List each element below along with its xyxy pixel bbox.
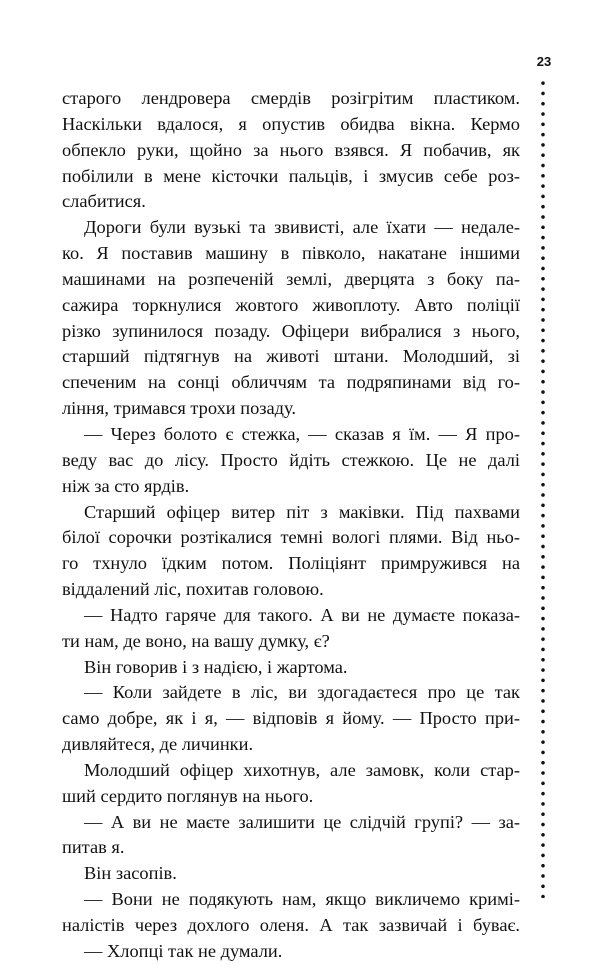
text-line: побілили в мене кісточки пальців, і змусив себе роз- — [62, 165, 520, 186]
text-line: налістів через дохлого оленя. А так зазвичай і буває. — [62, 915, 520, 935]
body-text — [62, 86, 520, 965]
text-line: ший сердито поглянув на нього. — [62, 785, 314, 806]
text-line: машинами на розпеченій землі, дверцята з боку па- — [62, 268, 520, 289]
text-line: слабитися. — [62, 191, 146, 212]
text-line: Дороги були вузькі та звивисті, але їхати — недале- — [84, 217, 520, 238]
text-line: само добре, як і я, — відповів я йому. — Просто при- — [62, 708, 520, 729]
text-line: — Надто гаряче для такого. А ви не думаєте показа- — [84, 604, 520, 625]
dotted-margin-rule — [540, 78, 546, 898]
text-line: — Хлопці так не думали. — [84, 940, 283, 961]
text-line: — Через болото є стежка, — сказав я їм. — Я про- — [84, 423, 520, 444]
text-line: Наскільки вдалося, я опустив обидва вікна. Кермо — [62, 113, 520, 134]
text-line: Він засопів. — [84, 863, 177, 884]
text-line: Він говорив і з надією, і жартома. — [84, 656, 348, 677]
text-line: питав я. — [62, 837, 125, 858]
text-line: ко. Я поставив машину в півколо, накатане іншими — [62, 243, 520, 264]
text-line: ніж за сто ярдів. — [62, 475, 190, 496]
text-line: віддалений ліс, похитав головою. — [62, 579, 324, 600]
text-line: сажира торкнулися жовтого живоплоту. Авто поліції — [62, 294, 520, 315]
text-line: спеченим на сонці обличчям та подряпинами від го- — [62, 372, 520, 393]
text-line: ти нам, де воно, на вашу думку, є? — [62, 630, 330, 651]
text-line: ління, тримався трохи позаду. — [62, 398, 296, 419]
text-line: обпекло руки, щойно за нього взявся. Я побачив, як — [62, 139, 520, 160]
text-line: дивляйтеся, де личинки. — [62, 734, 254, 755]
text-line: — А ви не маєте залишити це слідчій групі? — за- — [84, 811, 520, 832]
text-line: різко зупинилося позаду. Офіцери вибралися з нього, — [62, 320, 520, 341]
text-line: Старший офіцер витер піт з маківки. Під пахвами — [84, 501, 520, 522]
text-line: старший підтягнув на животі штани. Молодший, зі — [62, 346, 520, 367]
text-line: веду вас до лісу. Просто йдіть стежкою. Це не далі — [62, 449, 520, 470]
text-line: білої сорочки розтікалися темні вологі плями. Від ньо- — [62, 527, 520, 548]
text-line: го тхнуло їдким потом. Поліціянт примружився на — [62, 553, 520, 574]
text-line: Молодший офіцер хихотнув, але замовк, коли стар- — [84, 759, 520, 780]
page-number: 23 — [536, 54, 552, 69]
text-line: — Коли зайдете в ліс, ви здогадаєтеся про це так — [84, 682, 520, 703]
text-line: старого лендровера смердів розігрітим пластиком. — [62, 88, 520, 108]
text-line: — Вони не подякують нам, якщо викличемо кримі- — [84, 889, 520, 910]
